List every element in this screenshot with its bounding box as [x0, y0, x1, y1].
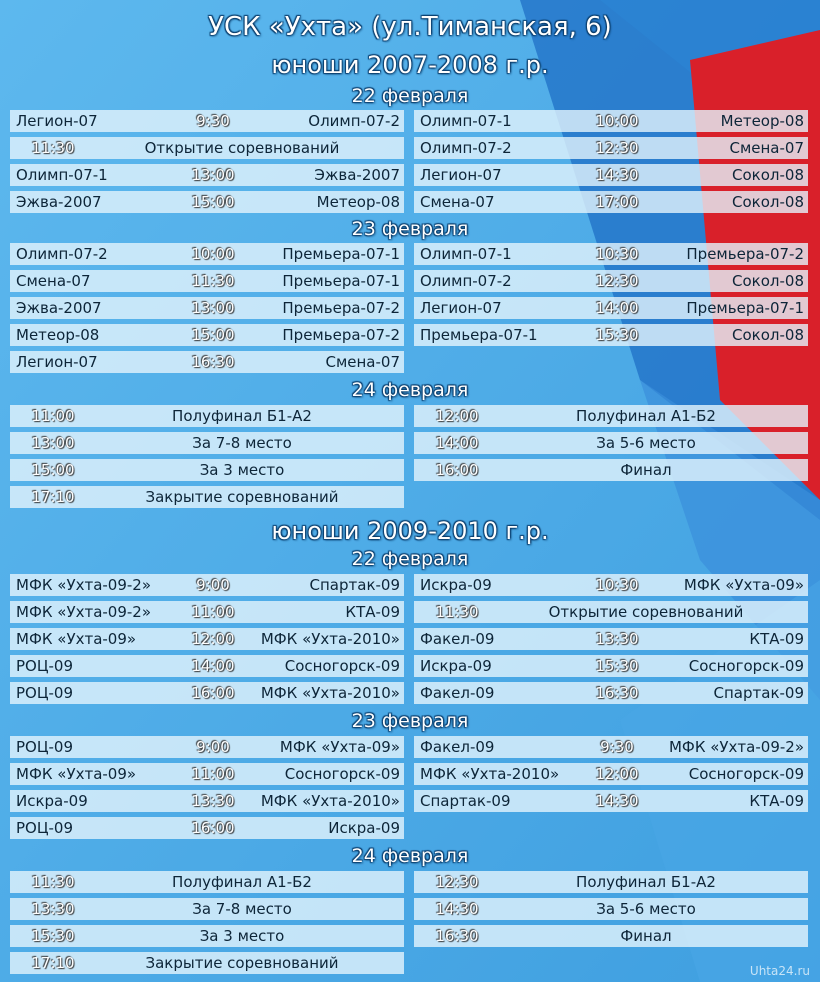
home-team: РОЦ-09 — [16, 738, 73, 756]
home-team: Факел-09 — [420, 684, 495, 702]
away-team: Метеор-08 — [316, 193, 400, 211]
away-team: МФК «Ухта-2010» — [260, 630, 400, 648]
match-time: 13:00 — [191, 299, 235, 317]
home-team: МФК «Ухта-09-2» — [16, 603, 152, 621]
away-team: МФК «Ухта-2010» — [260, 792, 400, 810]
home-team: Легион-07 — [420, 166, 502, 184]
match-row — [10, 324, 404, 346]
away-team: Сосногорск-09 — [688, 765, 804, 783]
match-time: 16:30 — [595, 684, 639, 702]
event-time: 17:10 — [31, 954, 75, 972]
event-name: Полуфинал Б1-А2 — [172, 407, 312, 425]
match-time: 15:00 — [191, 326, 235, 344]
event-row — [414, 871, 808, 893]
event-time: 12:30 — [435, 873, 479, 891]
match-row — [414, 270, 808, 292]
home-team: МФК «Ухта-2010» — [420, 765, 560, 783]
home-team: Факел-09 — [420, 630, 495, 648]
match-row — [414, 655, 808, 677]
away-team: МФК «Ухта-09-2» — [668, 738, 804, 756]
match-row — [414, 243, 808, 265]
home-team: Олимп-07-2 — [420, 272, 512, 290]
home-team: МФК «Ухта-09-2» — [16, 576, 152, 594]
match-time: 15:00 — [191, 193, 235, 211]
home-team: Олимп-07-2 — [16, 245, 108, 263]
match-row — [10, 191, 404, 213]
match-row — [10, 351, 404, 373]
match-row — [10, 736, 404, 758]
match-time: 15:30 — [595, 657, 639, 675]
match-row — [10, 574, 404, 596]
event-name: За 3 место — [199, 927, 285, 945]
match-time: 12:30 — [595, 272, 639, 290]
away-team: Спартак-09 — [309, 576, 400, 594]
home-team: Факел-09 — [420, 738, 495, 756]
event-name: За 7-8 место — [192, 900, 292, 918]
event-row — [414, 601, 808, 623]
day-title: 23 февраля — [351, 218, 469, 240]
event-name: Полуфинал А1-Б2 — [576, 407, 716, 425]
event-name: За 5-6 место — [596, 434, 696, 452]
event-time: 14:30 — [435, 900, 479, 918]
match-row — [10, 790, 404, 812]
group-title: юноши 2007-2008 г.р. — [271, 51, 549, 79]
match-row — [10, 164, 404, 186]
match-time: 13:30 — [595, 630, 639, 648]
away-team: Смена-07 — [325, 353, 400, 371]
match-row — [10, 110, 404, 132]
away-team: Премьера-07-2 — [282, 299, 400, 317]
away-team: Премьера-07-1 — [686, 299, 804, 317]
match-time: 9:00 — [196, 576, 230, 594]
away-team: Премьера-07-2 — [686, 245, 804, 263]
away-team: Эжва-2007 — [314, 166, 400, 184]
home-team: Спартак-09 — [420, 792, 511, 810]
away-team: КТА-09 — [345, 603, 400, 621]
day-title: 23 февраля — [351, 710, 469, 732]
event-time: 12:00 — [435, 407, 479, 425]
home-team: Метеор-08 — [16, 326, 100, 344]
match-time: 16:00 — [191, 684, 235, 702]
event-time: 16:30 — [435, 927, 479, 945]
match-row — [10, 628, 404, 650]
match-row — [414, 164, 808, 186]
match-row — [10, 763, 404, 785]
match-time: 12:00 — [595, 765, 639, 783]
match-row — [10, 682, 404, 704]
match-time: 15:30 — [595, 326, 639, 344]
day-title: 24 февраля — [351, 845, 469, 867]
day-title: 22 февраля — [351, 548, 469, 570]
match-row — [10, 270, 404, 292]
match-row — [414, 763, 808, 785]
event-name: За 3 место — [199, 461, 285, 479]
away-team: Метеор-08 — [720, 112, 804, 130]
home-team: Легион-07 — [420, 299, 502, 317]
match-time: 16:00 — [191, 819, 235, 837]
event-name: Полуфинал А1-Б2 — [172, 873, 312, 891]
home-team: Премьера-07-1 — [420, 326, 538, 344]
away-team: КТА-09 — [749, 630, 804, 648]
home-team: Легион-07 — [16, 353, 98, 371]
home-team: РОЦ-09 — [16, 684, 73, 702]
home-team: Искра-09 — [420, 576, 492, 594]
match-time: 14:00 — [191, 657, 235, 675]
match-row — [414, 574, 808, 596]
match-time: 17:00 — [595, 193, 639, 211]
away-team: МФК «Ухта-2010» — [260, 684, 400, 702]
event-row — [10, 925, 404, 947]
day-title: 24 февраля — [351, 379, 469, 401]
match-time: 11:00 — [191, 765, 235, 783]
event-time: 11:00 — [31, 407, 75, 425]
match-row — [10, 601, 404, 623]
match-time: 10:30 — [595, 245, 639, 263]
away-team: Премьера-07-1 — [282, 245, 400, 263]
match-time: 14:30 — [595, 166, 639, 184]
away-team: МФК «Ухта-09» — [279, 738, 400, 756]
event-time: 11:30 — [435, 603, 479, 621]
home-team: РОЦ-09 — [16, 657, 73, 675]
away-team: Олимп-07-2 — [308, 112, 400, 130]
match-time: 10:00 — [191, 245, 235, 263]
away-team: Сосногорск-09 — [284, 657, 400, 675]
event-row — [414, 925, 808, 947]
match-time: 11:30 — [191, 272, 235, 290]
match-row — [414, 110, 808, 132]
event-row — [10, 432, 404, 454]
away-team: Сосногорск-09 — [688, 657, 804, 675]
home-team: Олимп-07-1 — [420, 245, 512, 263]
event-row — [10, 405, 404, 427]
away-team: МФК «Ухта-09» — [683, 576, 804, 594]
event-row — [10, 871, 404, 893]
home-team: МФК «Ухта-09» — [16, 765, 137, 783]
match-time: 14:30 — [595, 792, 639, 810]
away-team: Сокол-08 — [732, 326, 804, 344]
away-team: Сосногорск-09 — [284, 765, 400, 783]
match-row — [10, 817, 404, 839]
event-time: 11:30 — [31, 873, 75, 891]
event-name: Закрытие соревнований — [145, 954, 339, 972]
home-team: Смена-07 — [420, 193, 495, 211]
event-row — [10, 137, 404, 159]
event-name: Открытие соревнований — [144, 139, 340, 157]
event-name: За 5-6 место — [596, 900, 696, 918]
match-time: 10:00 — [595, 112, 639, 130]
match-row — [10, 655, 404, 677]
event-time: 15:00 — [31, 461, 75, 479]
event-row — [10, 486, 404, 508]
match-row — [414, 297, 808, 319]
match-row — [414, 324, 808, 346]
away-team: Сокол-08 — [732, 193, 804, 211]
away-team: Сокол-08 — [732, 166, 804, 184]
event-row — [414, 405, 808, 427]
watermark: Uhta24.ru — [749, 964, 810, 978]
event-time: 13:30 — [31, 900, 75, 918]
day-title: 22 февраля — [351, 85, 469, 107]
event-row — [414, 898, 808, 920]
event-time: 13:00 — [31, 434, 75, 452]
home-team: Эжва-2007 — [16, 193, 102, 211]
home-team: Эжва-2007 — [16, 299, 102, 317]
home-team: Олимп-07-2 — [420, 139, 512, 157]
match-time: 14:00 — [595, 299, 639, 317]
home-team: Олимп-07-1 — [420, 112, 512, 130]
event-row — [10, 898, 404, 920]
event-name: Открытие соревнований — [548, 603, 744, 621]
event-name: Финал — [620, 461, 672, 479]
home-team: Искра-09 — [16, 792, 88, 810]
event-time: 11:30 — [31, 139, 75, 157]
event-time: 15:30 — [31, 927, 75, 945]
group-title: юноши 2009-2010 г.р. — [271, 517, 549, 545]
away-team: Премьера-07-2 — [282, 326, 400, 344]
event-row — [10, 459, 404, 481]
match-row — [414, 191, 808, 213]
match-time: 9:00 — [196, 738, 230, 756]
away-team: КТА-09 — [749, 792, 804, 810]
home-team: МФК «Ухта-09» — [16, 630, 137, 648]
event-name: За 7-8 место — [192, 434, 292, 452]
match-row — [414, 736, 808, 758]
match-row — [414, 790, 808, 812]
match-row — [414, 137, 808, 159]
away-team: Искра-09 — [328, 819, 400, 837]
match-time: 9:30 — [196, 112, 230, 130]
home-team: Искра-09 — [420, 657, 492, 675]
match-row — [10, 297, 404, 319]
away-team: Премьера-07-1 — [282, 272, 400, 290]
away-team: Спартак-09 — [713, 684, 804, 702]
event-time: 14:00 — [435, 434, 479, 452]
match-row — [10, 243, 404, 265]
match-row — [414, 682, 808, 704]
event-row — [10, 952, 404, 974]
match-time: 13:00 — [191, 166, 235, 184]
event-name: Полуфинал Б1-А2 — [576, 873, 716, 891]
match-time: 12:30 — [595, 139, 639, 157]
match-time: 13:30 — [191, 792, 235, 810]
event-row — [414, 432, 808, 454]
home-team: Смена-07 — [16, 272, 91, 290]
event-time: 17:10 — [31, 488, 75, 506]
home-team: РОЦ-09 — [16, 819, 73, 837]
away-team: Сокол-08 — [732, 272, 804, 290]
match-time: 9:30 — [600, 738, 634, 756]
match-time: 10:30 — [595, 576, 639, 594]
event-name: Закрытие соревнований — [145, 488, 339, 506]
home-team: Легион-07 — [16, 112, 98, 130]
venue-title: УСК «Ухта» (ул.Тиманская, 6) — [208, 12, 612, 42]
match-time: 12:00 — [191, 630, 235, 648]
match-time: 16:30 — [191, 353, 235, 371]
match-row — [414, 628, 808, 650]
event-name: Финал — [620, 927, 672, 945]
home-team: Олимп-07-1 — [16, 166, 108, 184]
match-time: 11:00 — [191, 603, 235, 621]
away-team: Смена-07 — [729, 139, 804, 157]
event-time: 16:00 — [435, 461, 479, 479]
event-row — [414, 459, 808, 481]
